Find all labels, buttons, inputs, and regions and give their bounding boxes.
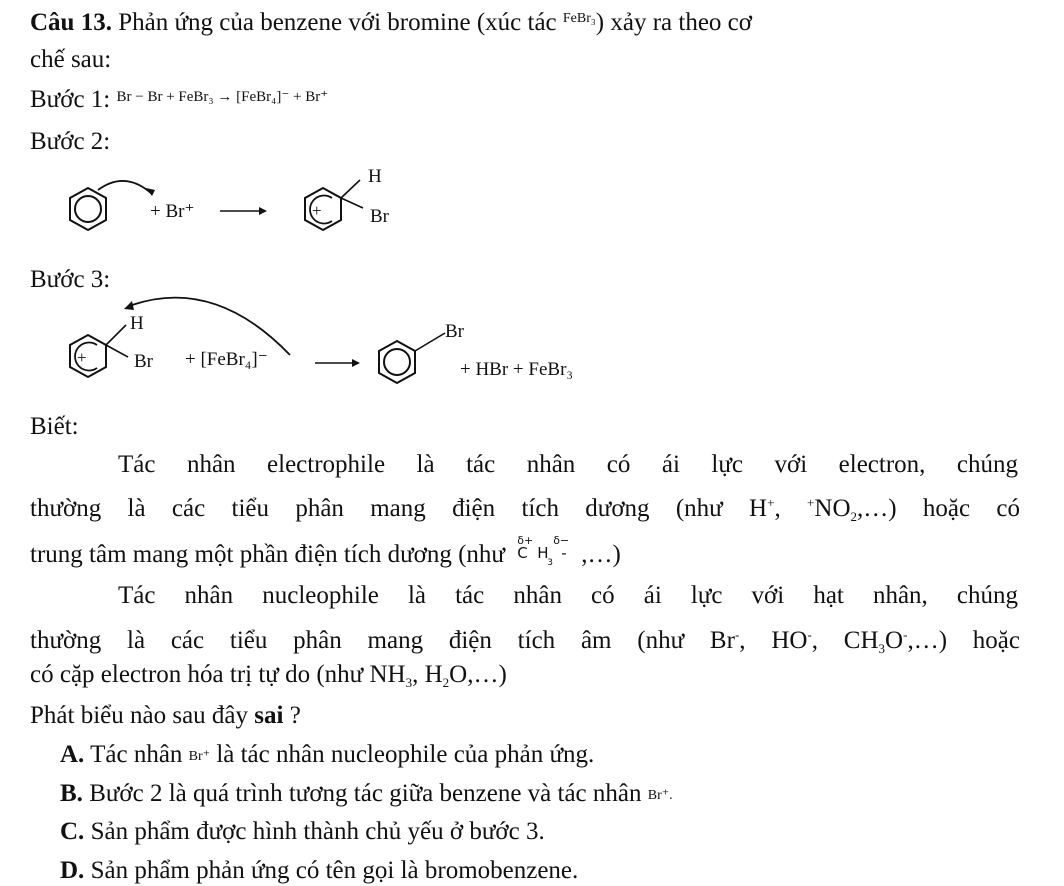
nucleophile-text-h: O,…) <box>449 661 507 688</box>
sub-2: 2 <box>442 675 450 690</box>
deprotonation-arrow-curve <box>132 298 290 355</box>
sigma-h-label: H <box>368 166 382 187</box>
option-c-key: C. <box>60 818 85 845</box>
sub-3: 3 <box>405 675 413 690</box>
nucleophile-text-d: O <box>885 627 904 654</box>
option-a-key: A. <box>60 741 85 768</box>
sup-plus: + <box>807 495 815 510</box>
benzene-ring <box>70 188 106 230</box>
sigma-br-label: Br <box>370 206 389 227</box>
sup-minus: - <box>807 627 812 642</box>
step3-h-label: H <box>130 313 144 334</box>
electrophile-text-d: ,…) hoặc có <box>857 495 1021 522</box>
electrophile-text-b: , <box>774 495 808 522</box>
catalyst-formula: FeBr₃ <box>562 11 596 26</box>
electrophile-text-f: ,…) <box>581 541 621 568</box>
sigma-complex <box>305 180 363 230</box>
step3-mechanism-diagram <box>40 285 660 395</box>
question-intro-text-end: ) xảy ra theo cơ <box>595 9 752 36</box>
nucleophile-definition-line1: Tác nhân nucleophile là tác nhân có ái lực với hạt nhân, chúng <box>118 582 1018 609</box>
electron-arrow-curve <box>98 181 152 194</box>
reaction-arrow-head-step3 <box>352 359 360 367</box>
partial-charge-formula <box>511 534 581 570</box>
option-c-text: Sản phẩm được hình thành chủ yếu ở bước 3. <box>84 818 545 845</box>
known-label: Biết: <box>30 413 79 440</box>
bromonium-reagent: + Br⁺ <box>150 201 195 222</box>
tetrabromoferrate: + [FeBr₄]⁻ <box>185 349 268 370</box>
option-a[interactable] <box>60 740 594 774</box>
prompt-text: Phát biểu nào sau đây <box>30 702 255 729</box>
option-b[interactable] <box>60 779 673 813</box>
nucleophile-definition-line2 <box>30 620 1020 664</box>
step2-label: Bước 2: <box>30 128 111 155</box>
question-intro-line2: chế sau: <box>30 46 112 73</box>
option-b-ion: Br⁺ <box>647 788 670 803</box>
step1-line <box>30 85 328 118</box>
step1-label: Bước 1: <box>30 86 111 113</box>
step1-equation: Br − Br + FeBr₃ → [FeBr₄]⁻ + Br⁺ <box>116 89 329 105</box>
sub-3: 3 <box>878 641 886 656</box>
formula-c: C <box>517 544 528 562</box>
positive-charge: + <box>312 201 322 220</box>
step2-mechanism-diagram <box>40 150 440 250</box>
sigma-complex-step3 <box>70 325 128 377</box>
question-intro-line1 <box>30 8 752 42</box>
formula-sub: 3 <box>547 558 553 568</box>
nucleophile-definition-line3 <box>30 660 507 698</box>
electrophile-definition-line3 <box>30 534 621 570</box>
product-br-label: Br <box>445 321 464 342</box>
deprotonation-arrow-head <box>124 301 134 310</box>
byproducts: + HBr + FeBr₃ <box>460 359 574 380</box>
option-b-key: B. <box>60 780 83 807</box>
option-d-text: Sản phẩm phản ứng có tên gọi là bromobenzene. <box>84 857 579 884</box>
option-c[interactable] <box>60 817 545 847</box>
positive-charge-step3: + <box>77 348 87 367</box>
sup-plus: + <box>767 495 775 510</box>
bromobenzene-product <box>379 333 445 383</box>
electron-arrow-head <box>146 188 155 196</box>
option-a-text: Tác nhân <box>84 741 189 768</box>
electrophile-text-e: trung tâm mang một phần điện tích dương (như <box>30 541 512 568</box>
prompt-emphasis: sai <box>254 702 284 729</box>
sup-minus: - <box>903 627 908 642</box>
question-number: Câu 13. <box>30 9 112 36</box>
step3-br-label: Br <box>134 351 153 372</box>
formula-dash: - <box>561 544 567 562</box>
nucleophile-text-e: ,…) hoặc <box>907 627 1020 654</box>
nucleophile-text-c: , CH <box>811 627 879 654</box>
reaction-arrow-head <box>259 207 267 215</box>
electrophile-text-c: NO <box>814 495 851 522</box>
option-b-text-end: . <box>669 788 673 803</box>
delta-minus: δ− <box>553 534 570 547</box>
question-prompt <box>30 701 301 731</box>
question-intro-text: Phản ứng của benzene với bromine (xúc tác <box>111 9 563 36</box>
nucleophile-text-a: thường là các tiểu phân mang điện tích âm (như Br <box>30 627 735 654</box>
formula-h: H <box>537 544 549 562</box>
electrophile-text-a: thường là các tiểu phân mang điện tích dương (như H <box>30 495 768 522</box>
nucleophile-text-g: , H <box>412 661 443 688</box>
prompt-end: ? <box>283 702 301 729</box>
nucleophile-text-f: có cặp electron hóa trị tự do (như NH <box>30 661 406 688</box>
option-d[interactable] <box>60 856 578 886</box>
step3-label: Bước 3: <box>30 266 111 293</box>
option-d-key: D. <box>60 857 85 884</box>
option-a-ion: Br⁺ <box>188 749 211 764</box>
nucleophile-text-b: , HO <box>739 627 808 654</box>
delta-plus: δ+ <box>517 534 534 547</box>
sub-2: 2 <box>850 509 857 524</box>
electrophile-definition-line1: Tác nhân electrophile là tác nhân có ái lực với electron, chúng <box>118 451 1018 478</box>
option-a-text-end: là tác nhân nucleophile của phản ứng. <box>210 741 595 768</box>
sup-minus: - <box>734 627 740 642</box>
option-b-text: Bước 2 là quá trình tương tác giữa benzene và tác nhân <box>82 780 648 807</box>
